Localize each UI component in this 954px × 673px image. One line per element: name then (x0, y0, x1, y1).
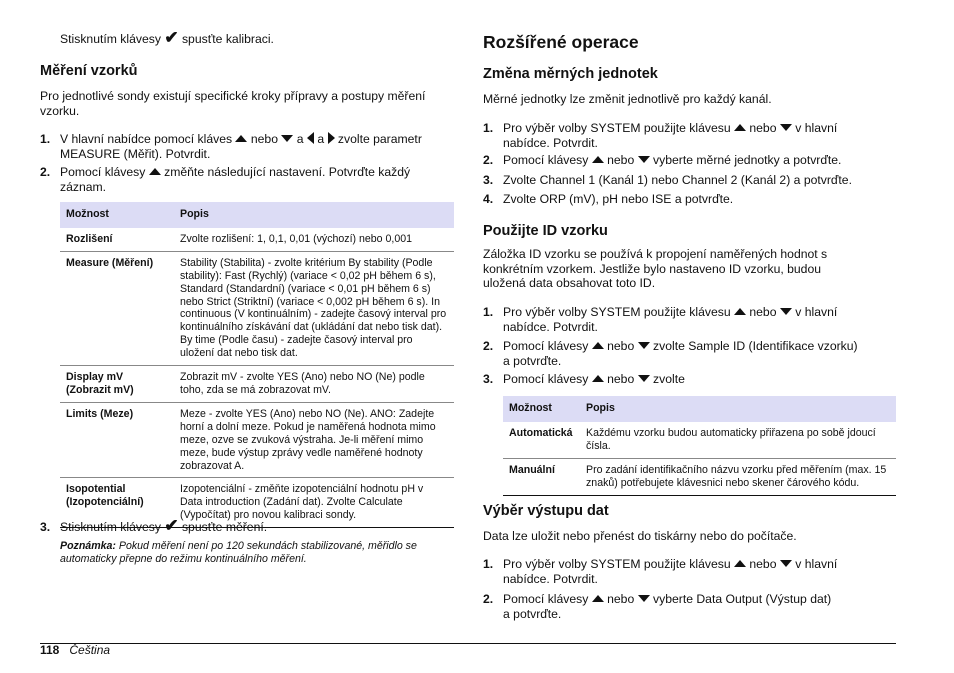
up-arrow-key-icon (592, 342, 604, 349)
up-arrow-key-icon (235, 135, 247, 142)
up-arrow-key-icon (734, 308, 746, 315)
table-cell-option: Limits (Meze) (60, 402, 174, 478)
table-cell-description: Zvolte rozlišení: 1, 0,1, 0,01 (výchozí) nebo 0,001 (174, 228, 454, 251)
units-paragraph: Měrné jednotky lze změnit jednotlivě pro každý kanál. (483, 92, 772, 106)
table-header-option: Možnost (503, 396, 580, 422)
step-number: 2. (483, 592, 494, 606)
down-arrow-key-icon (780, 560, 792, 567)
footer-divider (40, 643, 896, 644)
step-number: 1. (483, 305, 494, 319)
table-row (60, 402, 454, 478)
step-number: 2. (483, 339, 494, 353)
table-cell-option: Isopotential (Izopotenciální) (60, 478, 174, 528)
check-key-icon: ✔ (164, 516, 179, 535)
step-text: Zvolte Channel 1 (Kanál 1) nebo Channel 2 (Kanál 2) a potvrďte. (503, 173, 852, 187)
up-arrow-key-icon (734, 560, 746, 567)
check-key-icon: ✔ (164, 28, 179, 47)
table-header-description: Popis (174, 202, 454, 228)
table-cell-description: Pro zadání identifikačního názvu vzorku před měřením (max. 15 znaků) potřebujete klávesnici nebo skener čárového kódu. (580, 458, 896, 495)
step-text: Stisknutím klávesy ✔ spusťte měření. (60, 516, 268, 535)
section-heading-data-output: Výběr výstupu dat (483, 503, 609, 519)
step-text: Zvolte ORP (mV), pH nebo ISE a potvrďte. (503, 192, 734, 206)
table-cell-description: Každému vzorku budou automaticky přiřazena po sobě jdoucí čísla. (580, 422, 896, 458)
table-cell-description: Zobrazit mV - zvolte YES (Ano) nebo NO (Ne) podle toho, zda se má zobrazovat mV. (174, 366, 454, 403)
step-number: 3. (40, 520, 51, 534)
step-number: 1. (483, 121, 494, 135)
down-arrow-key-icon (638, 595, 650, 602)
note-text: Pokud měření není po 120 sekundách stabilizované, měřidlo se automaticky přepne do režimu kontinuálního měření. (60, 540, 417, 565)
note-label: Poznámka: (60, 540, 116, 552)
down-arrow-key-icon (780, 124, 792, 131)
up-arrow-key-icon (592, 156, 604, 163)
up-arrow-key-icon (149, 168, 161, 175)
table-cell-option: Automatická (503, 422, 580, 458)
page-footer (40, 643, 110, 657)
table-row (503, 458, 896, 495)
step-text: Pomocí klávesy nebo zvolte Sample ID (Identifikace vzorku) a potvrďte. (503, 339, 858, 368)
down-arrow-key-icon (281, 135, 293, 142)
step-text: Pro výběr volby SYSTEM použijte klávesu nebo v hlavní nabídce. Potvrdit. (503, 121, 838, 150)
sample-id-options-table (503, 396, 896, 496)
table-cell-option: Measure (Měření) (60, 251, 174, 365)
section-heading-measure: Měření vzorků (40, 63, 138, 79)
up-arrow-key-icon (592, 375, 604, 382)
step-number: 3. (483, 173, 494, 187)
step-text: Pomocí klávesy nebo vyberte Data Output (Výstup dat) a potvrďte. (503, 592, 832, 621)
table-header-row (503, 396, 896, 422)
table-row (60, 251, 454, 365)
section-heading-sample-id: Použijte ID vzorku (483, 223, 608, 239)
table-cell-description: Izopotenciální - změňte izopotenciální hodnotu pH v Data introduction (Zadání dat). Zvolte Calculate (Vypočítat) pro novou kalibraci sondy. (174, 478, 454, 528)
step-text: Pro výběr volby SYSTEM použijte klávesu nebo v hlavní nabídce. Potvrdit. (503, 557, 838, 586)
step-number: 4. (483, 192, 494, 206)
left-arrow-key-icon (307, 132, 314, 144)
table-header-description: Popis (580, 396, 896, 422)
step-number: 3. (483, 372, 494, 386)
step-number: 2. (483, 153, 494, 167)
table-cell-description: Meze - zvolte YES (Ano) nebo NO (Ne). ANO: Zadejte horní a dolní meze. Pokud je naměřená hodnota mimo meze, ozve se zvuková výstraha. Je-li měření mimo meze, bude výstup zprávy vedle naměřené hodnoty zobrazovat A. (174, 402, 454, 478)
down-arrow-key-icon (638, 342, 650, 349)
section-heading-units: Změna měrných jednotek (483, 66, 658, 82)
step-text: Pomocí klávesy nebo vyberte měrné jednotky a potvrďte. (503, 153, 842, 167)
note (60, 540, 454, 566)
table-header-row (60, 202, 454, 228)
measure-options-table (60, 202, 454, 528)
table-row (60, 228, 454, 251)
up-arrow-key-icon (734, 124, 746, 131)
page-number: 118 (40, 643, 60, 657)
intro-text-after: spusťte kalibraci. (181, 32, 274, 46)
step-text: Pomocí klávesy nebo zvolte (503, 372, 685, 386)
footer-language: Čeština (69, 643, 111, 657)
step-number: 1. (40, 132, 51, 146)
step-text: Pomocí klávesy změňte následující nastavení. Potvrďte každý záznam. (60, 165, 411, 194)
table-cell-option: Display mV (Zobrazit mV) (60, 366, 174, 403)
step-text: V hlavní nabídce pomocí kláves nebo a a zvolte parametr MEASURE (Měřit). Potvrdit. (60, 132, 422, 161)
table-cell-option: Rozlišení (60, 228, 174, 251)
up-arrow-key-icon (592, 595, 604, 602)
page-title: Rozšířené operace (483, 32, 639, 52)
step-number: 1. (483, 557, 494, 571)
table-cell-description: Stability (Stabilita) - zvolte kritérium By stability (Podle stability): Fast (Rychlý) (variace < 0,02 pH během 6 s), Standard (Standardní) (variace < 0,01 pH během 6 s) nebo Strict (Striktní) (variace < 0,002 pH během 6 s). In continuous (V kontinuálním) - zadejte časový interval pro kontinuálního získávání dat (ukládání dat nebo tisk dat). By time (Podle času) - zadejte časový interval pro uložení dat nebo tisk dat. (174, 251, 454, 365)
table-row (503, 422, 896, 458)
measure-paragraph: Pro jednotlivé sondy existují specifické kroky přípravy a postupy měření vzorku. (40, 89, 426, 118)
data-output-paragraph: Data lze uložit nebo přenést do tiskárny nebo do počítače. (483, 529, 797, 543)
sample-id-paragraph: Záložka ID vzorku se používá k propojení naměřených hodnot s konkrétním vzorkem. Jestliže bylo nastaveno ID vzorku, budou uložená data obsahovat toto ID. (483, 247, 828, 290)
intro-line (60, 28, 274, 47)
table-cell-option: Manuální (503, 458, 580, 495)
right-arrow-key-icon (328, 132, 335, 144)
step-number: 2. (40, 165, 51, 179)
step-text: Pro výběr volby SYSTEM použijte klávesu nebo v hlavní nabídce. Potvrdit. (503, 305, 838, 334)
table-row (60, 366, 454, 403)
down-arrow-key-icon (638, 156, 650, 163)
intro-text-before: Stisknutím klávesy (60, 32, 161, 46)
down-arrow-key-icon (638, 375, 650, 382)
down-arrow-key-icon (780, 308, 792, 315)
table-header-option: Možnost (60, 202, 174, 228)
